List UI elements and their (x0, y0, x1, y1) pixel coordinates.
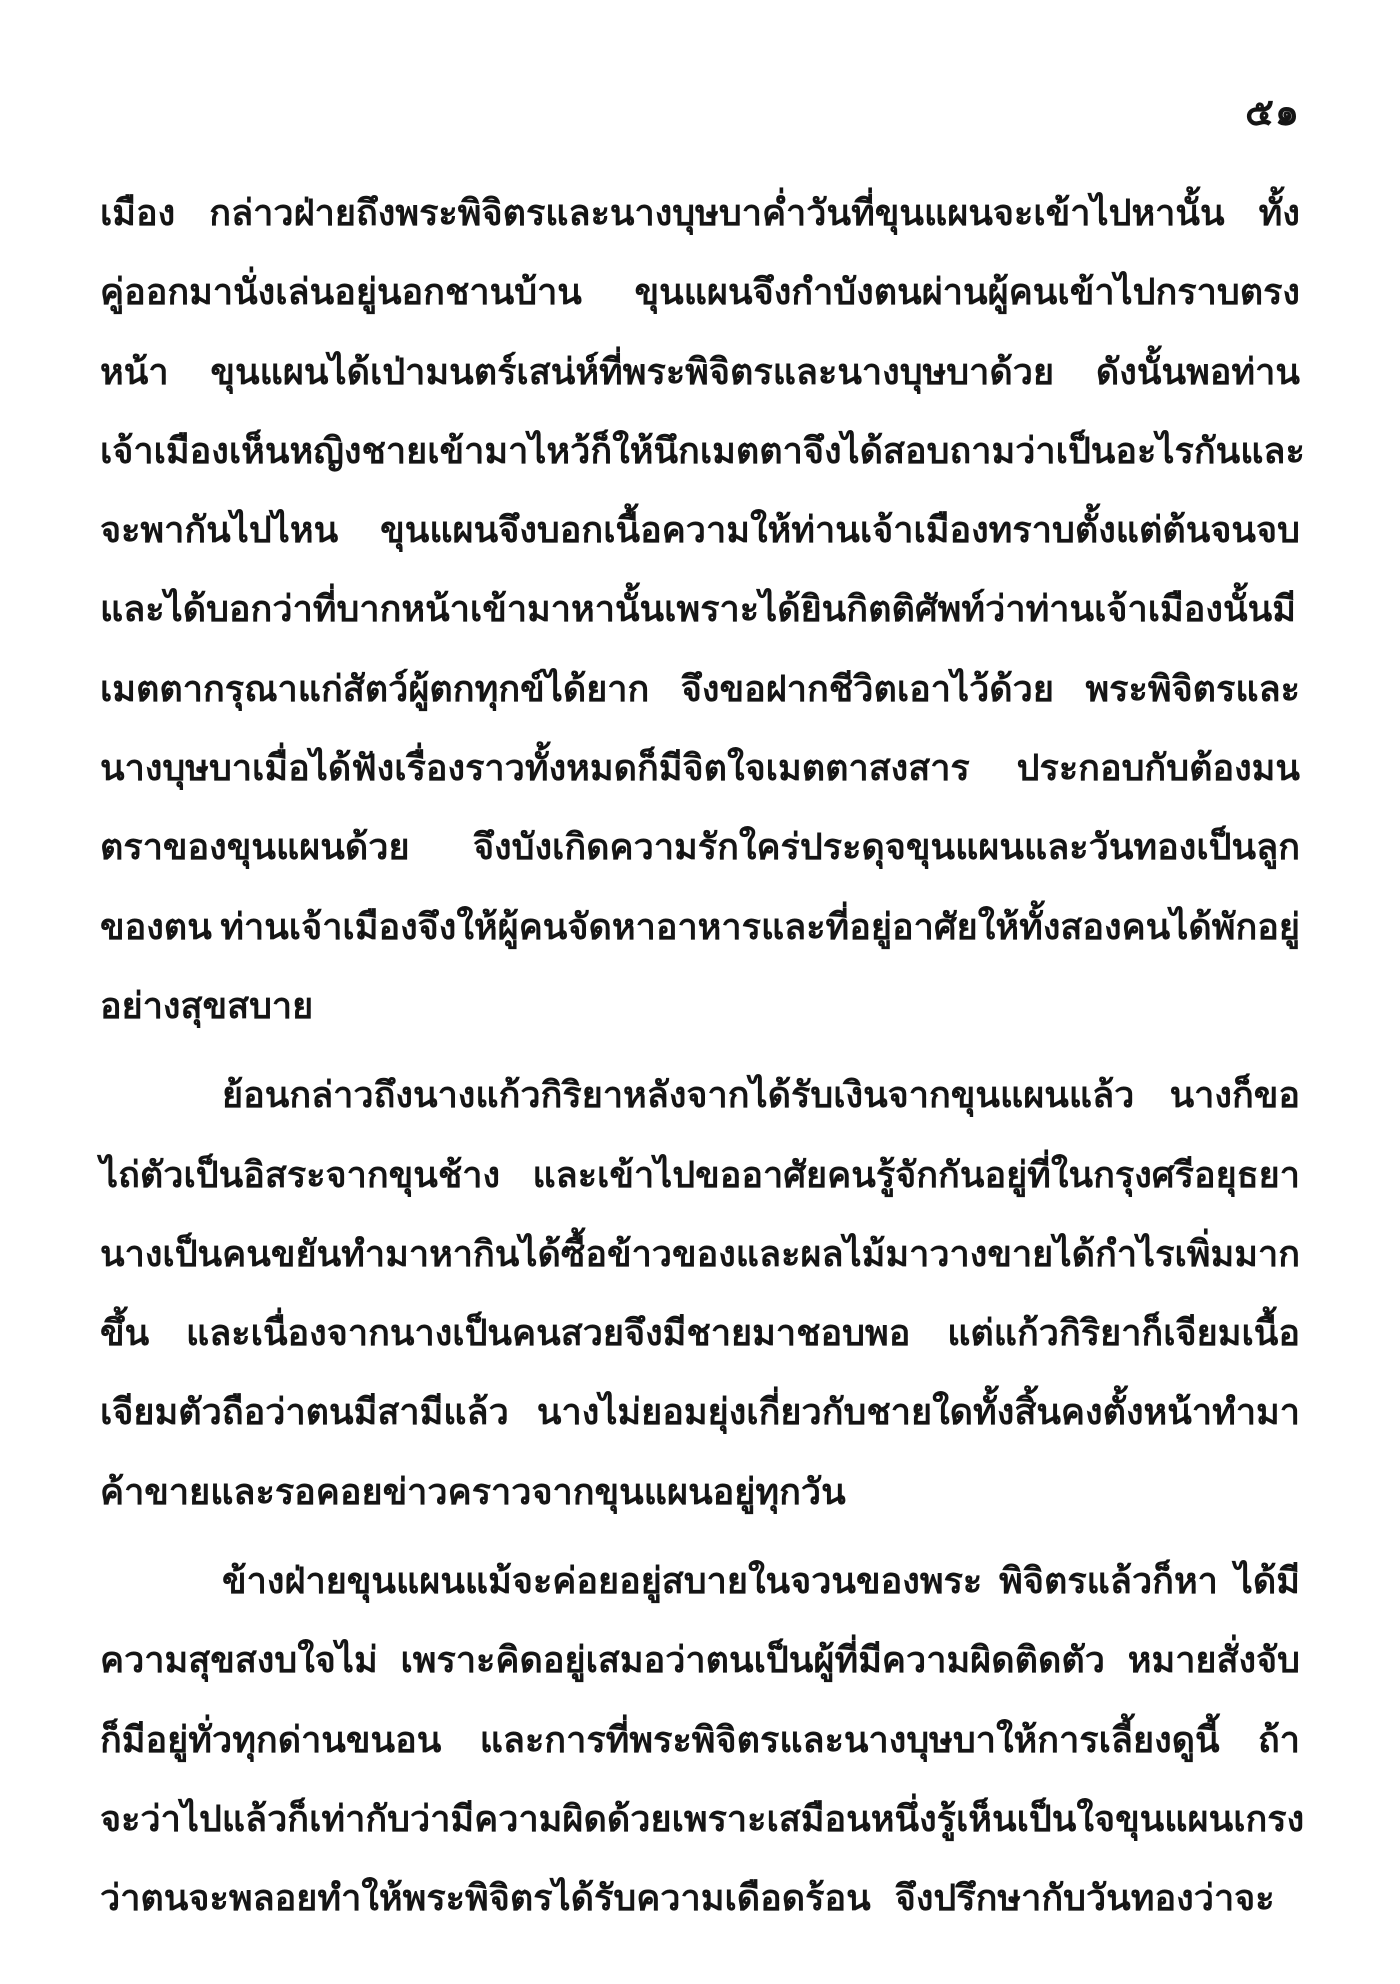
text-line: นางบุษบาเมื่อได้ฟังเรื่องราวทั้งหมดก็มีจิตใจเมตตาสงสาร ประกอบกับต้องมน (100, 748, 1300, 790)
text-line: เจ้าเมืองเห็นหญิงชายเข้ามาไหว้ก็ให้นึกเมตตา จึงได้สอบถามว่าเป็นอะไรกันและ (100, 430, 1305, 472)
text-line: ขึ้น และเนื่องจากนางเป็นคนสวยจึงมีชายมาชอบพอ แต่แก้วกิริยาก็เจียมเนื้อ (100, 1313, 1300, 1355)
paragraph (100, 174, 1305, 1046)
page-number: ๕๑ (1245, 90, 1300, 134)
text-line: ค้าขายและรอคอยข่าวคราวจากขุนแผนอยู่ทุกวัน (100, 1471, 846, 1513)
text-line: เมตตากรุณาแก่สัตว์ผู้ตกทุกข์ได้ยาก จึงขอฝากชีวิตเอาไว้ด้วย พระพิจิตรและ (100, 668, 1300, 710)
text-line: ข้างฝ่ายขุนแผนแม้จะค่อยอยู่สบายในจวนของพระ พิจิตรแล้วก็หา ได้มี (222, 1561, 1300, 1603)
text-line: จะพากันไปไหน ขุนแผนจึงบอกเนื้อความให้ท่านเจ้าเมืองทราบตั้งแต่ต้นจนจบ (100, 510, 1300, 552)
paragraph-gap (100, 1046, 1300, 1056)
text-line: จะว่าไปแล้วก็เท่ากับว่ามีความผิดด้วย เพราะเสมือนหนึ่งรู้เห็นเป็นใจ ขุนแผนเกรง (100, 1798, 1305, 1840)
text-line: เมือง กล่าวฝ่ายถึงพระพิจิตรและนางบุษบาค่ำวันที่ขุนแผนจะเข้าไปหานั้น ทั้ง (100, 193, 1300, 234)
text-line: ก็มีอยู่ทั่วทุกด่านขนอน และการที่พระพิจิตรและนางบุษบาให้การเลี้ยงดูนี้ ถ้า (100, 1719, 1300, 1761)
text-line: ของตน ท่านเจ้าเมืองจึงให้ผู้คนจัดหาอาหารและที่อยู่อาศัยให้ทั้งสองคนได้พักอยู่ (100, 906, 1300, 948)
body-text (100, 174, 1305, 1939)
text-line: หน้า ขุนแผนได้เป่ามนตร์เสน่ห์ที่พระพิจิตรและนางบุษบาด้วย ดังนั้นพอท่าน (100, 351, 1300, 393)
text-line: อย่างสุขสบาย (100, 985, 314, 1027)
paragraph (100, 1542, 1305, 1938)
text-line: เจียมตัวถือว่าตนมีสามีแล้ว นางไม่ยอมยุ่งเกี่ยวกับชายใดทั้งสิ้นคงตั้งหน้าทำมา (100, 1392, 1300, 1434)
text-line: คู่ออกมานั่งเล่นอยู่นอกชานบ้าน ขุนแผนจึงกำบังตนผ่านผู้คนเข้าไปกราบตรง (100, 272, 1300, 314)
text-line: นางเป็นคนขยันทำมาหากินได้ซื้อข้าวของและผลไม้มาวางขาย ได้กำไรเพิ่มมาก (100, 1233, 1300, 1275)
text-line: ไถ่ตัวเป็นอิสระจากขุนช้าง และเข้าไปขออาศัยคนรู้จักกันอยู่ที่ในกรุงศรีอยุธยา (100, 1154, 1300, 1196)
paragraph (100, 1056, 1300, 1532)
text-line: ตราของขุนแผนด้วย จึงบังเกิดความรักใคร่ประดุจขุนแผนและวันทองเป็นลูก (100, 827, 1300, 869)
paragraph-gap (100, 1532, 1300, 1542)
text-line: ย้อนกล่าวถึงนางแก้วกิริยาหลังจากได้รับเงินจากขุนแผนแล้ว นางก็ขอ (222, 1075, 1300, 1117)
text-line: และได้บอกว่าที่บากหน้าเข้ามาหานั้นเพราะได้ยินกิตติศัพท์ว่าท่านเจ้าเมืองนั้นมี (100, 589, 1296, 631)
text-line: ความสุขสงบใจไม่ เพราะคิดอยู่เสมอว่าตนเป็นผู้ที่มีความผิดติดตัว หมายสั่งจับ (100, 1640, 1300, 1682)
text-line: ว่าตนจะพลอยทำให้พระพิจิตรได้รับความเดือดร้อน จึงปรึกษากับวันทองว่าจะ (100, 1878, 1275, 1920)
